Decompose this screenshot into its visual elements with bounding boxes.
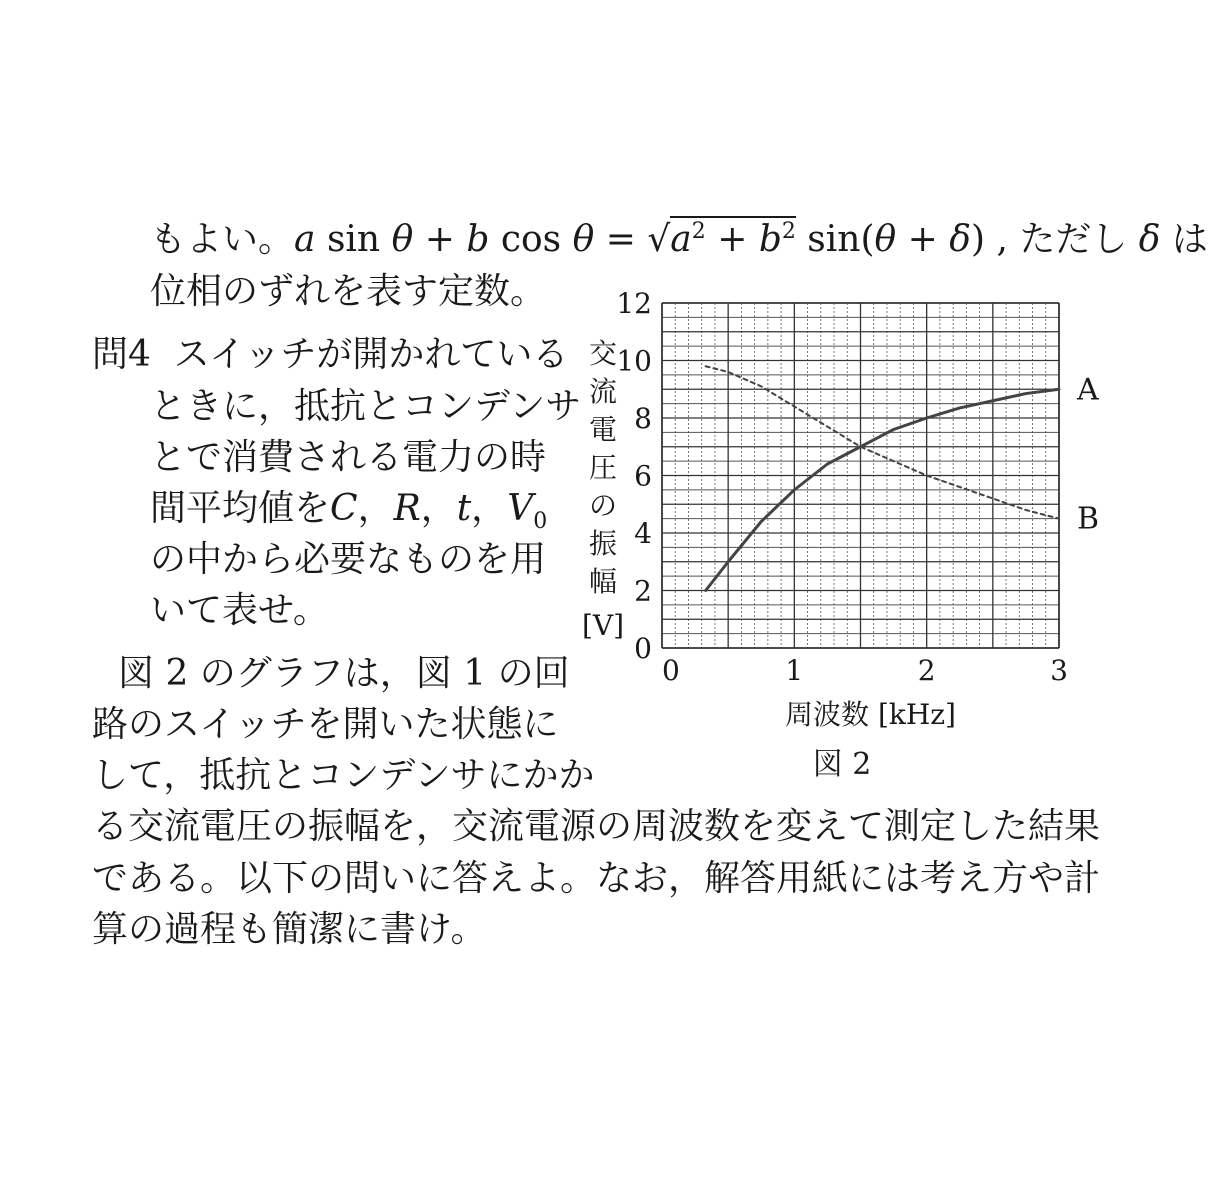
math-func: cos <box>500 219 562 260</box>
math-var: R <box>393 488 421 529</box>
text-fragment: は <box>1160 219 1208 260</box>
figure-2-chart <box>570 285 1130 782</box>
math-var: δ <box>1138 219 1161 260</box>
text-line-formula <box>150 218 1208 262</box>
paragraph-line: 路のスイッチを開いた状態に <box>92 704 559 745</box>
paragraph-line: る交流電圧の振幅を，交流電源の周波数を変えて測定した結果 <box>92 806 1101 847</box>
math-subscript: 0 <box>533 509 548 535</box>
paragraph-line: して，抵抗とコンデンサにかか <box>92 755 595 796</box>
data-series <box>706 366 1099 590</box>
paragraph-line: 図 2 のグラフは，図 1 の回 <box>118 653 570 694</box>
y-tick-label: 8 <box>634 402 652 435</box>
question-4-line <box>92 333 568 377</box>
math-var: θ <box>874 219 897 260</box>
math-var: V <box>507 488 534 529</box>
y-tick-label: 12 <box>616 287 652 320</box>
math-op: ) <box>970 219 986 260</box>
series-label-b: B <box>1077 501 1100 537</box>
question-text-line: ときに，抵抗とコンデンサ <box>150 386 582 427</box>
math-var: θ <box>572 219 595 260</box>
y-axis-unit: [V] <box>581 609 625 642</box>
y-axis-label-char: 圧 <box>588 451 618 484</box>
formula <box>294 216 985 260</box>
math-func: sin( <box>795 219 875 260</box>
math-op: + <box>705 219 759 260</box>
x-tick-label: 1 <box>785 654 804 687</box>
y-tick-label: 4 <box>634 517 652 550</box>
y-tick-label: 0 <box>634 632 652 665</box>
y-tick-label: 6 <box>634 459 652 493</box>
x-tick-label: 2 <box>917 654 936 687</box>
y-tick-label: 10 <box>616 344 652 378</box>
math-var: δ <box>949 219 971 260</box>
text-fragment: , ただし <box>985 219 1139 260</box>
text-fragment: もよい。 <box>150 219 295 260</box>
math-var: a <box>670 219 692 260</box>
question-text-line: いて表せ。 <box>150 590 329 631</box>
y-tick-label: 2 <box>634 574 652 608</box>
question-text-line: の中から必要なものを用 <box>150 539 547 580</box>
text-line: 位相のずれを表す定数。 <box>150 271 547 312</box>
grid-major <box>662 303 1059 648</box>
math-var: C <box>330 488 358 529</box>
y-axis-label-char: 交 <box>588 337 618 370</box>
math-exp: 2 <box>691 219 706 244</box>
math-var: a <box>294 219 316 260</box>
math-var: b <box>758 219 782 260</box>
question-text-line: とで消費される電力の時 <box>150 437 547 478</box>
tick-labels <box>616 287 1068 687</box>
y-axis-label-char: 電 <box>588 413 618 446</box>
y-axis-label-char: 流 <box>588 375 618 408</box>
series-label-a: A <box>1077 372 1099 408</box>
math-var: t <box>456 488 472 529</box>
figure-caption: 図 2 <box>812 747 872 782</box>
math-var: θ <box>391 219 414 260</box>
math-op: + <box>413 219 467 260</box>
question-text-line <box>150 487 548 535</box>
y-axis-label-char: 幅 <box>588 565 618 598</box>
paragraph-line: 算の過程も簡潔に書け。 <box>92 909 487 950</box>
y-axis-label-char: 振 <box>588 527 618 560</box>
question-number: 問4 <box>92 334 151 375</box>
sqrt-radicand <box>670 216 796 260</box>
math-op: + <box>896 219 950 260</box>
text-fragment: ， <box>420 488 457 529</box>
x-tick-label: 3 <box>1050 654 1068 687</box>
math-func: sin <box>326 219 381 260</box>
math-op: = √ <box>594 219 671 260</box>
text-fragment: 間平均値を <box>150 488 331 529</box>
x-axis-label: 周波数 [kHz] <box>785 698 956 731</box>
paragraph-line: である。以下の問いに答えよ。なお，解答用紙には考え方や計 <box>92 858 1101 899</box>
text-fragment: ， <box>471 488 508 529</box>
math-var: b <box>466 219 490 260</box>
x-tick-label: 0 <box>662 654 680 687</box>
math-exp: 2 <box>781 219 796 244</box>
question-text: スイッチが開かれている <box>173 334 569 375</box>
text-fragment: ， <box>357 488 394 529</box>
y-axis-label-char: の <box>588 489 618 522</box>
